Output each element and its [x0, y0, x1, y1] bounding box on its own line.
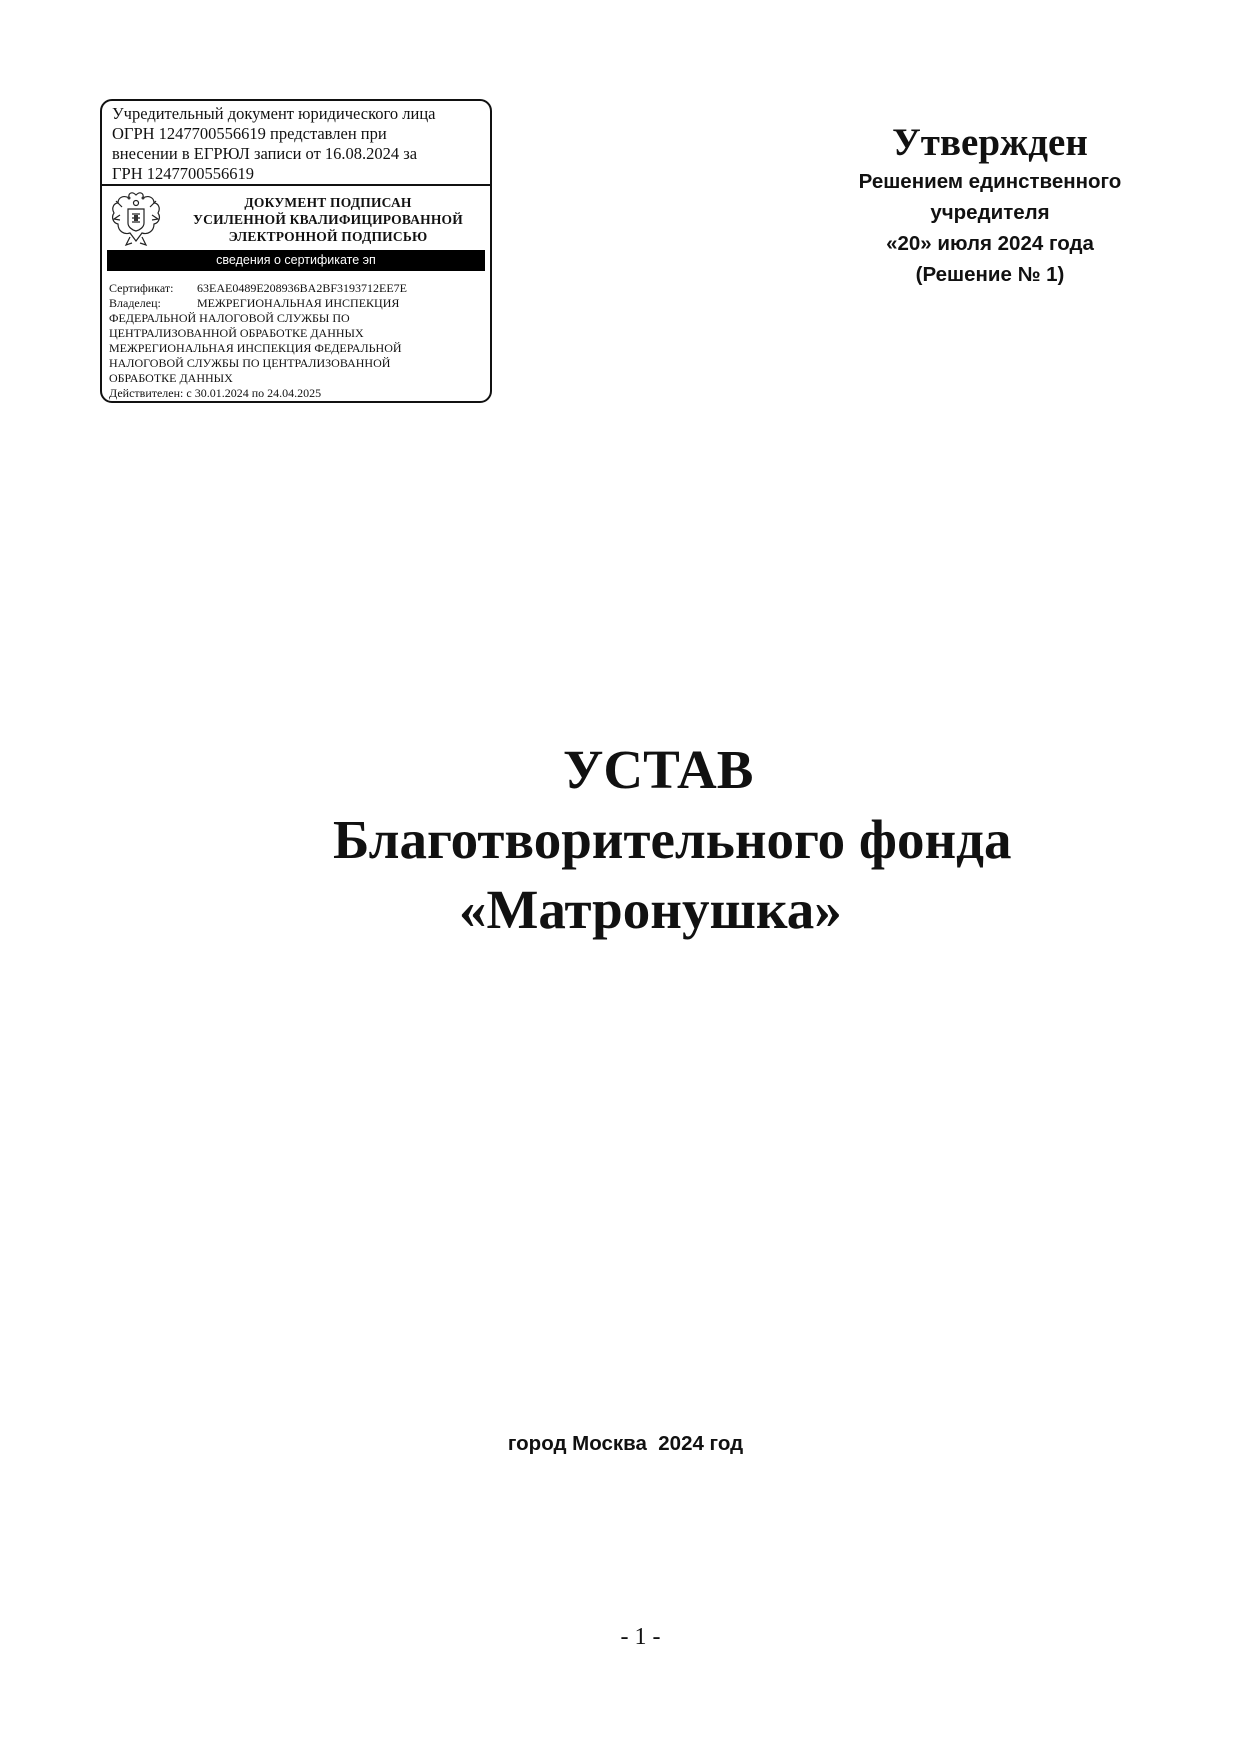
- certificate-details: [102, 265, 490, 401]
- owner-line: ФЕДЕРАЛЬНОЙ НАЛОГОВОЙ СЛУЖБЫ ПО: [109, 311, 350, 325]
- owner-line: НАЛОГОВОЙ СЛУЖБЫ ПО ЦЕНТРАЛИЗОВАННОЙ: [109, 356, 391, 370]
- signed-notice: [178, 194, 478, 245]
- owner-first-line: МЕЖРЕГИОНАЛЬНАЯ ИНСПЕКЦИЯ: [197, 296, 400, 310]
- signed-line: ДОКУМЕНТ ПОДПИСАН: [244, 195, 412, 210]
- owner-label: Владелец:: [109, 296, 161, 310]
- owner-row: [109, 296, 484, 311]
- approval-line: Решением единственного: [858, 170, 1122, 193]
- validity-value: с 30.01.2024 по 24.04.2025: [186, 386, 322, 400]
- owner-line: ЦЕНТРАЛИЗОВАННОЙ ОБРАБОТКЕ ДАННЫХ: [109, 326, 364, 340]
- approval-title: Утвержден: [892, 121, 1088, 164]
- organization-name: «Матронушка»: [459, 879, 842, 940]
- certificate-label: Сертификат:: [109, 281, 174, 295]
- owner-line: ОБРАБОТКЕ ДАННЫХ: [109, 371, 233, 385]
- egrul-line: ОГРН 1247700556619 представлен при: [112, 124, 387, 143]
- approval-block: [830, 120, 1150, 290]
- signed-section: [102, 186, 490, 244]
- egrul-line: Учредительный документ юридического лица: [112, 104, 436, 123]
- certificate-row: [109, 281, 484, 296]
- city-year: город Москва 2024 год: [507, 1432, 744, 1455]
- owner-line: МЕЖРЕГИОНАЛЬНАЯ ИНСПЕКЦИЯ ФЕДЕРАЛЬНОЙ: [109, 341, 402, 355]
- approval-decision-number: (Решение № 1): [915, 263, 1065, 286]
- coat-of-arms-icon: [108, 189, 164, 251]
- organization-type: Благотворительного фонда: [333, 809, 1012, 870]
- approval-date: «20» июля 2024 года: [886, 232, 1094, 255]
- validity-label: Действителен:: [109, 386, 184, 400]
- signed-line: ЭЛЕКТРОННОЙ ПОДПИСЬЮ: [228, 229, 428, 244]
- certificate-info-bar: сведения о сертификате эп: [107, 250, 485, 271]
- certificate-value: 63EAE0489E208936BA2BF3193712EE7E: [197, 281, 407, 295]
- egrul-line: внесении в ЕГРЮЛ записи от 16.08.2024 за: [112, 144, 418, 163]
- egrul-line: ГРН 1247700556619: [112, 164, 255, 183]
- validity-row: [109, 386, 484, 401]
- approval-line: учредителя: [930, 201, 1050, 224]
- charter-heading: УСТАВ: [563, 739, 754, 800]
- signed-line: УСИЛЕННОЙ КВАЛИФИЦИРОВАННОЙ: [193, 212, 463, 227]
- page-number: - 1 -: [620, 1624, 661, 1650]
- signature-stamp: [100, 99, 492, 403]
- egrul-registration-note: [102, 101, 490, 186]
